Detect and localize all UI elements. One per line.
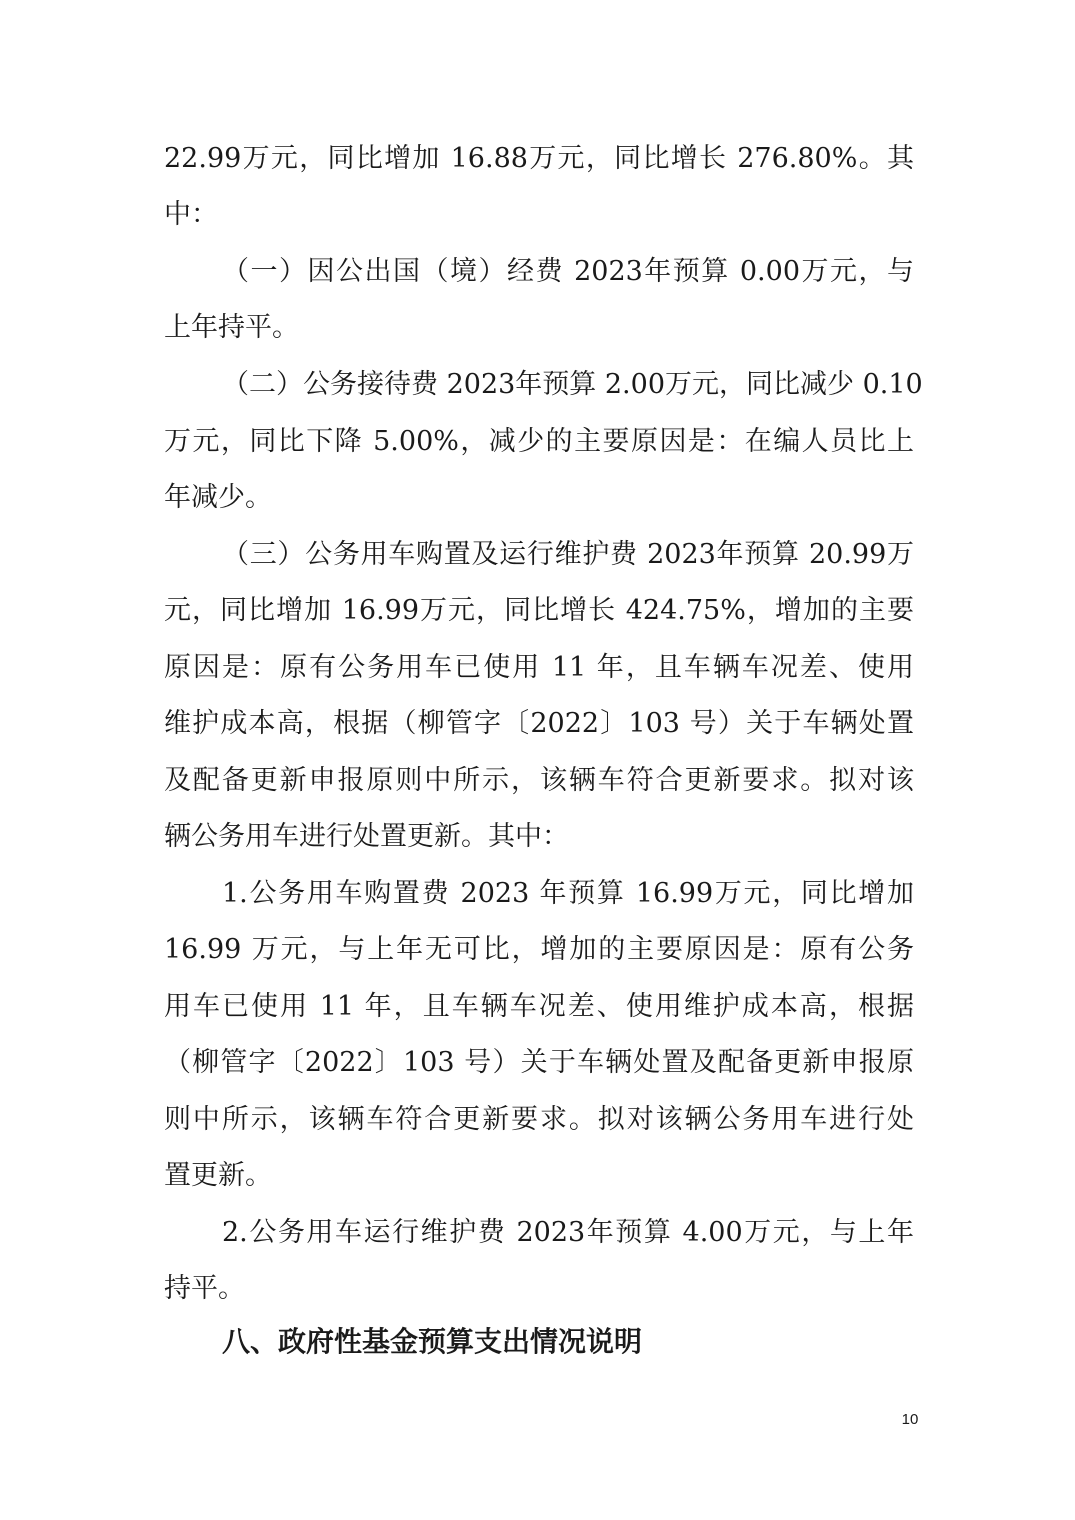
text-line: 上年持平。 — [164, 312, 299, 343]
section-heading: 八、政府性基金预算支出情况说明 — [222, 1325, 643, 1358]
text-line: 维护成本高，根据（柳管字〔2022〕103 号）关于车辆处置 — [164, 708, 914, 739]
text-line: 用车已使用 11 年，且车辆车况差、使用维护成本高，根据 — [164, 991, 914, 1022]
text-line: 中： — [164, 199, 218, 230]
text-line: （柳管字〔2022〕103 号）关于车辆处置及配备更新申报原 — [164, 1047, 914, 1078]
text-line: （一）因公出国（境）经费 2023年预算 0.00万元，与 — [222, 256, 914, 287]
text-line: 辆公务用车进行处置更新。其中： — [164, 821, 569, 852]
text-line: 万元，同比下降 5.00%，减少的主要原因是：在编人员比上 — [164, 426, 914, 457]
text-line: 1.公务用车购置费 2023 年预算 16.99万元，同比增加 — [222, 878, 914, 909]
text-line: 则中所示，该辆车符合更新要求。拟对该辆公务用车进行处 — [164, 1104, 914, 1135]
text-line: （二）公务接待费 2023年预算 2.00万元，同比减少 0.10 — [222, 369, 923, 400]
text-line: 元，同比增加 16.99万元，同比增长 424.75%，增加的主要 — [164, 595, 914, 626]
text-line: 置更新。 — [164, 1160, 272, 1191]
text-line: 原因是：原有公务用车已使用 11 年，且车辆车况差、使用 — [164, 652, 914, 683]
text-line: 22.99万元，同比增加 16.88万元，同比增长 276.80%。其 — [164, 143, 914, 174]
page-number: 10 — [901, 1411, 919, 1428]
text-line: 年减少。 — [164, 482, 272, 513]
text-line: 持平。 — [164, 1273, 245, 1304]
text-line: 16.99 万元，与上年无可比，增加的主要原因是：原有公务 — [164, 934, 914, 965]
text-line: 2.公务用车运行维护费 2023年预算 4.00万元，与上年 — [222, 1217, 914, 1248]
text-line: 及配备更新申报原则中所示，该辆车符合更新要求。拟对该 — [164, 765, 914, 796]
text-line: （三）公务用车购置及运行维护费 2023年预算 20.99万 — [222, 539, 914, 570]
